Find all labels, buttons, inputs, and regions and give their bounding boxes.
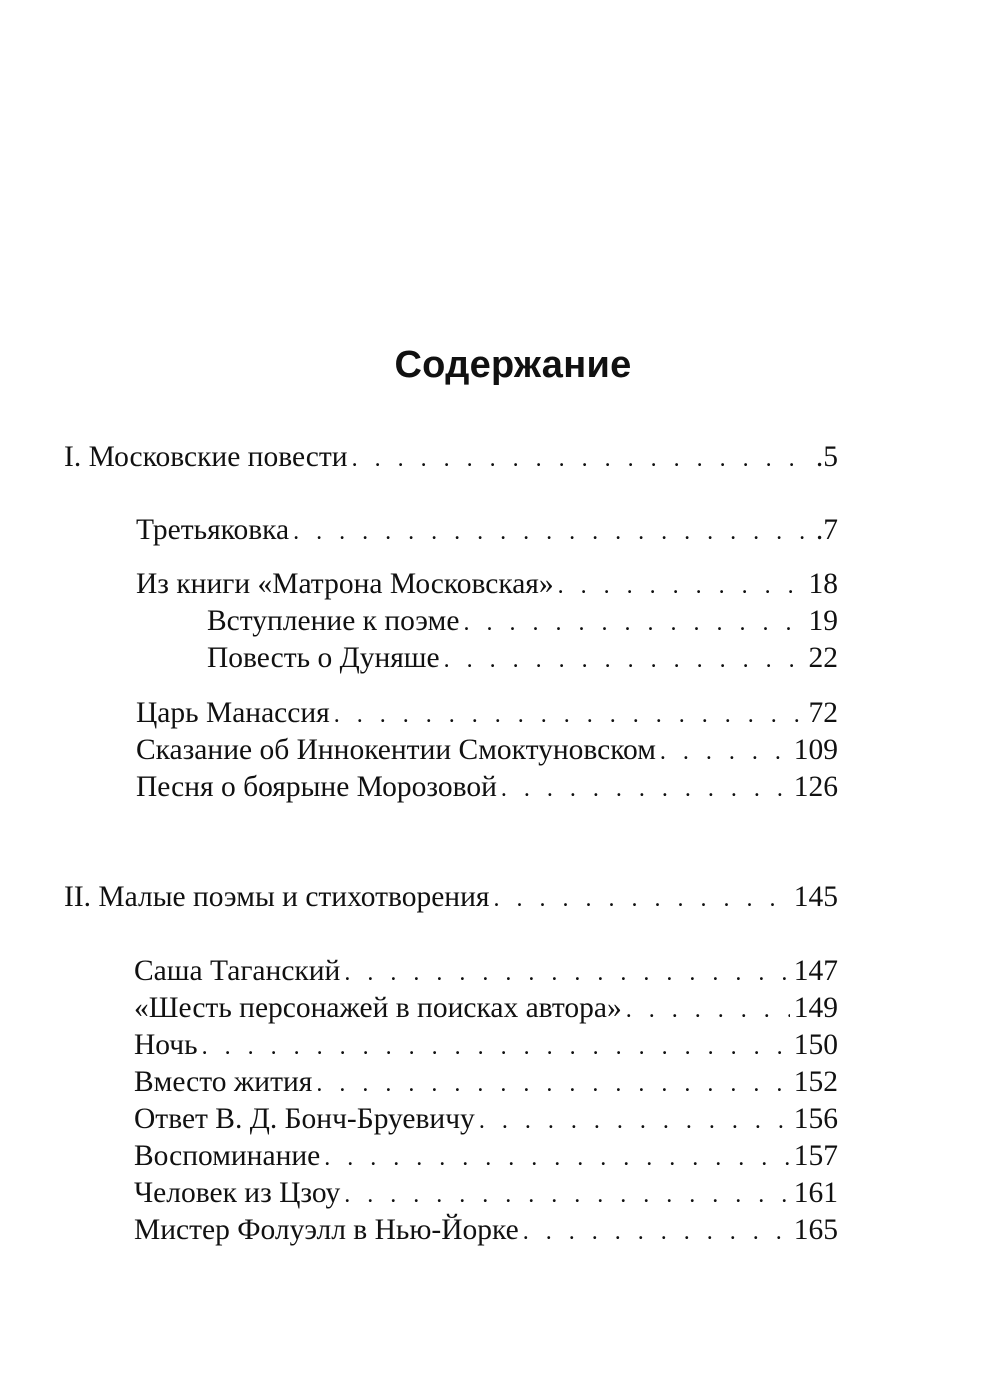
toc-entry-title: Сказание об Иннокентии Смоктуновском: [136, 734, 656, 766]
toc-section-heading: [64, 877, 838, 917]
toc-page-number: 161: [793, 1177, 838, 1209]
toc-page-number: 157: [793, 1140, 838, 1172]
toc-entry-title: Вместо жития: [134, 1066, 313, 1098]
dot-leader: [626, 990, 790, 1030]
toc-section-heading: [64, 437, 838, 477]
toc-entry-title: Ответ В. Д. Бонч-Бруевичу: [134, 1103, 475, 1135]
toc-page-number: 147: [793, 955, 838, 987]
page-title: Содержание: [394, 344, 632, 387]
toc-page-number: 149: [793, 992, 838, 1024]
dot-leader: [493, 879, 789, 919]
dot-leader: [523, 1212, 790, 1252]
dot-leader: [202, 1027, 790, 1067]
dot-leader: [558, 566, 805, 606]
toc-page-number: 19: [808, 605, 838, 637]
toc-entry-title: «Шесть персонажей в поисках автора»: [134, 992, 622, 1024]
toc-entry-title: Третьяковка: [136, 514, 290, 546]
dot-leader: [352, 439, 812, 479]
toc-page-number: 18: [808, 568, 838, 600]
toc-page-number: .5: [815, 441, 838, 473]
dot-leader: [344, 953, 789, 993]
toc-page-number: 165: [793, 1214, 838, 1246]
toc-entry-title: Мистер Фолуэлл в Нью-Йорке: [134, 1214, 519, 1246]
toc-page-number: 22: [808, 642, 838, 674]
toc-entry-title: Повесть о Дуняше: [207, 642, 440, 674]
toc-entry: [134, 1025, 838, 1065]
toc-page-number: .7: [815, 514, 838, 546]
dot-leader: [501, 769, 790, 809]
dot-leader: [324, 1138, 790, 1178]
dot-leader: [660, 732, 790, 772]
dot-leader: [293, 512, 812, 552]
toc-page-number: 126: [793, 771, 838, 803]
dot-leader: [316, 1064, 789, 1104]
toc-entry: [136, 730, 838, 770]
toc-page-number: 145: [793, 881, 838, 913]
toc-entry-title: Из книги «Матрона Московская»: [136, 568, 554, 600]
toc-entry-title: Царь Манассия: [136, 697, 330, 729]
toc-entry: [134, 988, 838, 1028]
toc-entry: [136, 693, 838, 733]
dot-leader: [463, 603, 804, 643]
dot-leader: [479, 1101, 790, 1141]
toc-entry: [134, 1136, 838, 1176]
toc-section-title: I. Московские повести: [64, 441, 348, 473]
toc-section-title: II. Малые поэмы и стихотворения: [64, 881, 490, 913]
toc-entry-title: Песня о боярыне Морозовой: [136, 771, 497, 803]
toc-subentry: [207, 638, 838, 678]
toc-entry-title: Саша Таганский: [134, 955, 341, 987]
toc-entry: [134, 1062, 838, 1102]
toc-entry: [134, 951, 838, 991]
dot-leader: [444, 640, 805, 680]
toc-entry-title: Воспоминание: [134, 1140, 321, 1172]
dot-leader: [344, 1175, 789, 1215]
toc-page-number: 109: [793, 734, 838, 766]
toc-entry: [134, 1173, 838, 1213]
toc-subentry: [207, 601, 838, 641]
toc-entry: [134, 1099, 838, 1139]
toc-page-number: 152: [793, 1066, 838, 1098]
toc-entry: [136, 564, 838, 604]
dot-leader: [334, 695, 805, 735]
toc-entry: [136, 510, 838, 550]
toc-entry: [134, 1210, 838, 1250]
toc-page-number: 150: [793, 1029, 838, 1061]
toc-entry-title: Ночь: [134, 1029, 198, 1061]
toc-entry-title: Вступление к поэме: [207, 605, 460, 637]
toc-page-number: 156: [793, 1103, 838, 1135]
toc-page-number: 72: [808, 697, 838, 729]
toc-entry: [136, 767, 838, 807]
toc-entry-title: Человек из Цзоу: [134, 1177, 341, 1209]
